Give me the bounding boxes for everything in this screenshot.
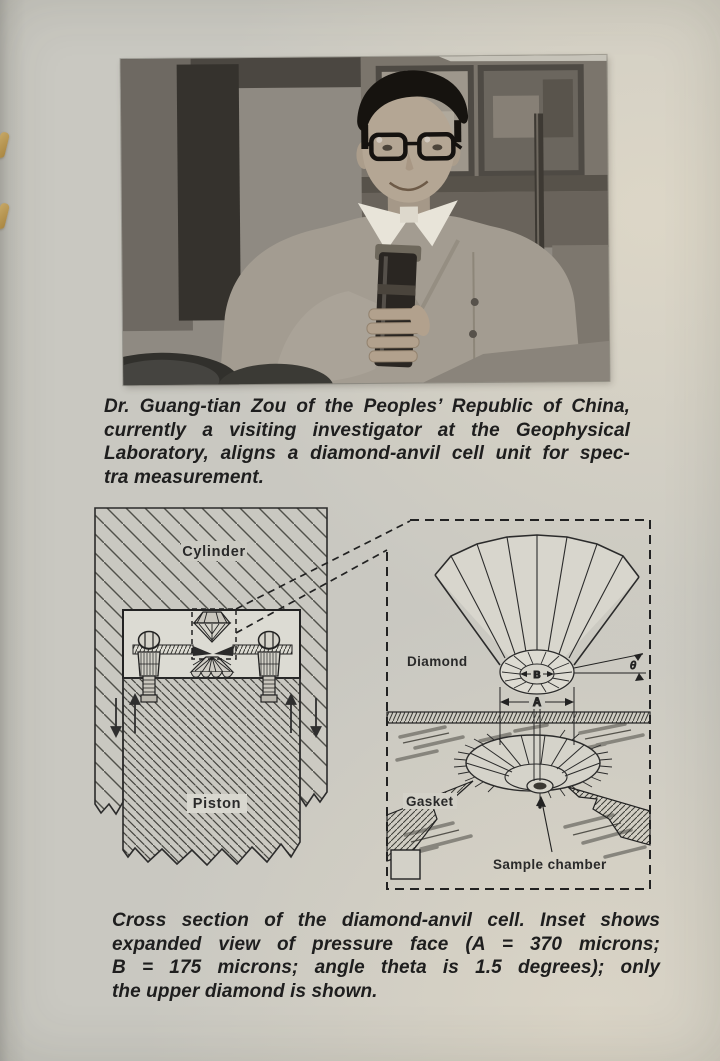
cross-section-view (95, 508, 327, 865)
inset-expanded-view (387, 520, 650, 889)
staple-mark (0, 131, 10, 158)
caption-line: B = 175 microns; angle theta is 1.5 degrees); only (112, 957, 660, 978)
caption-line: Cross section of the diamond-anvil cell. Inset shows (112, 910, 660, 931)
dimension-theta (574, 653, 646, 681)
caption-line: Dr. Guang-tian Zou of the Peoples’ Republic of China, (104, 396, 630, 417)
sample-chamber-pointer (536, 796, 552, 852)
label-gasket: Gasket (406, 794, 454, 809)
diagram-caption (112, 909, 660, 1003)
piston-block (123, 678, 300, 865)
label-dim-b: B (533, 670, 541, 681)
caption-line: currently a visiting investigator at the Geophysical (104, 419, 630, 441)
label-diamond: Diamond (407, 654, 468, 669)
caption-line: Laboratory, aligns a diamond-anvil cell unit for spec- (104, 443, 630, 464)
label-piston: Piston (192, 796, 242, 812)
label-dim-a: A (532, 697, 542, 709)
gasket-corner-block (391, 850, 420, 879)
caption-line: expanded view of pressure face (A = 370 microns; (112, 933, 660, 955)
photo-illustration (121, 55, 610, 385)
caption-line: the upper diamond is shown. (112, 980, 378, 1002)
label-sample-chamber: Sample chamber (493, 857, 607, 872)
staple-mark (0, 202, 10, 229)
photo-dr-zou (121, 55, 610, 385)
label-theta: θ (630, 660, 636, 672)
diamond-anvil-cell-diagram (85, 505, 695, 905)
photo-caption (104, 395, 630, 489)
label-cylinder: Cylinder (182, 544, 246, 560)
caption-line: tra measurement. (104, 466, 265, 488)
